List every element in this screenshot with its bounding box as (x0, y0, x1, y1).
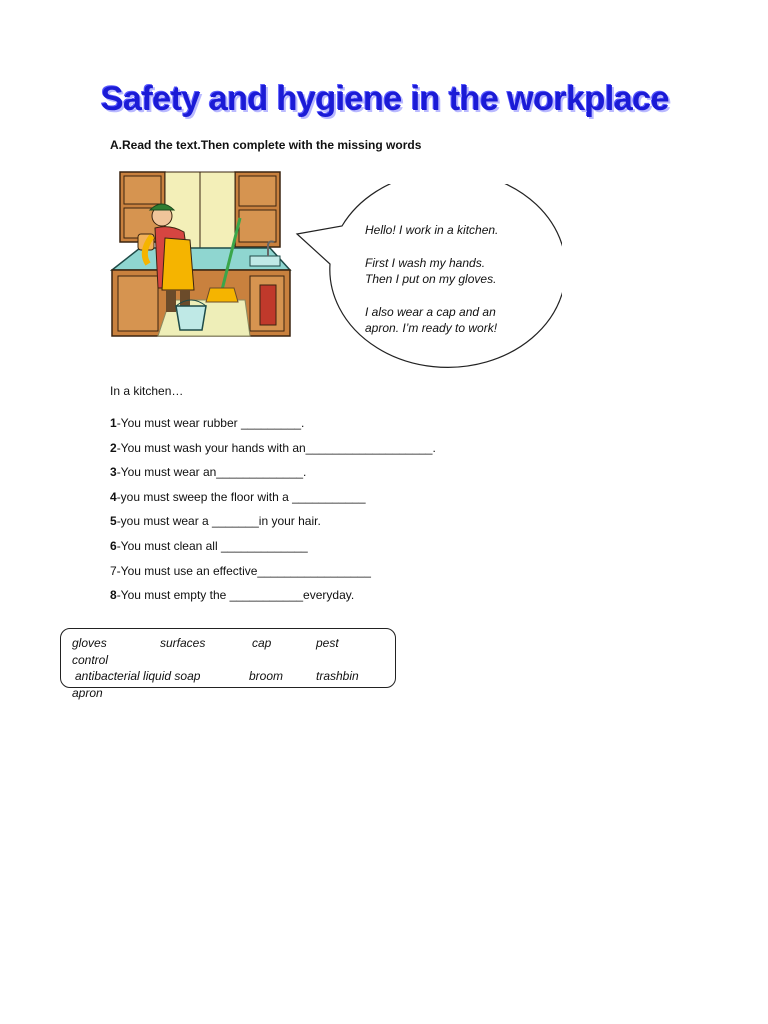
item-number: 1 (110, 416, 117, 430)
item-text: -you must sweep the floor with a ___________ (116, 489, 366, 504)
instruction-text: .Read the text.Then complete with the missing words (118, 138, 422, 152)
list-item (110, 489, 436, 514)
item-text: 7-You must use an effective_________________ (110, 563, 371, 578)
word-bank-word: cap (252, 636, 272, 650)
item-text: -You must wear an_____________. (116, 465, 307, 480)
word-bank-word: control (72, 652, 109, 667)
bubble-line: First I wash my hands. (365, 255, 486, 270)
item-text: -You must wash your hands with an___________________. (116, 440, 436, 455)
item-number: 3 (110, 465, 117, 480)
word-bank-word: trashbin (316, 669, 359, 683)
page-title: Safety and hygiene in the workplace (100, 80, 670, 118)
word-bank-word: gloves (72, 636, 107, 650)
exercise-list (110, 415, 436, 612)
item-number: 8 (110, 588, 117, 603)
bubble-line: Hello! I work in a kitchen. (365, 223, 499, 237)
speech-bubble-text (365, 222, 545, 353)
item-number: 5 (110, 514, 117, 529)
item-text: -you must wear a _______in your hair. (116, 514, 321, 529)
kitchen-worker-illustration (110, 170, 300, 340)
item-number: 2 (110, 440, 117, 455)
item-number: 6 (110, 538, 117, 553)
word-bank-word: pest (316, 636, 339, 650)
list-item (110, 415, 436, 440)
word-bank-word: broom (249, 669, 284, 683)
word-bank-word: antibacterial liquid soap (75, 669, 201, 683)
item-number: 4 (110, 489, 117, 504)
list-item (110, 440, 436, 465)
list-item (110, 538, 436, 563)
bubble-line: Then I put on my gloves. (365, 272, 497, 286)
item-text: -You must clean all _____________ (116, 538, 308, 553)
bubble-line: apron. I’m ready to work! (365, 321, 498, 335)
item-text: -You must empty the ___________everyday. (116, 588, 355, 603)
instruction-letter: A (110, 138, 119, 152)
intro-text: In a kitchen… (110, 384, 184, 398)
bubble-line: I also wear a cap and an (365, 304, 496, 319)
word-bank (72, 635, 402, 701)
list-item (110, 464, 436, 489)
list-item (110, 513, 436, 538)
list-item (110, 563, 436, 588)
list-item (110, 587, 436, 612)
word-bank-word: surfaces (160, 636, 206, 650)
item-text: -You must wear rubber _________. (116, 416, 305, 430)
instruction (110, 138, 421, 152)
word-bank-word: apron (72, 685, 103, 700)
